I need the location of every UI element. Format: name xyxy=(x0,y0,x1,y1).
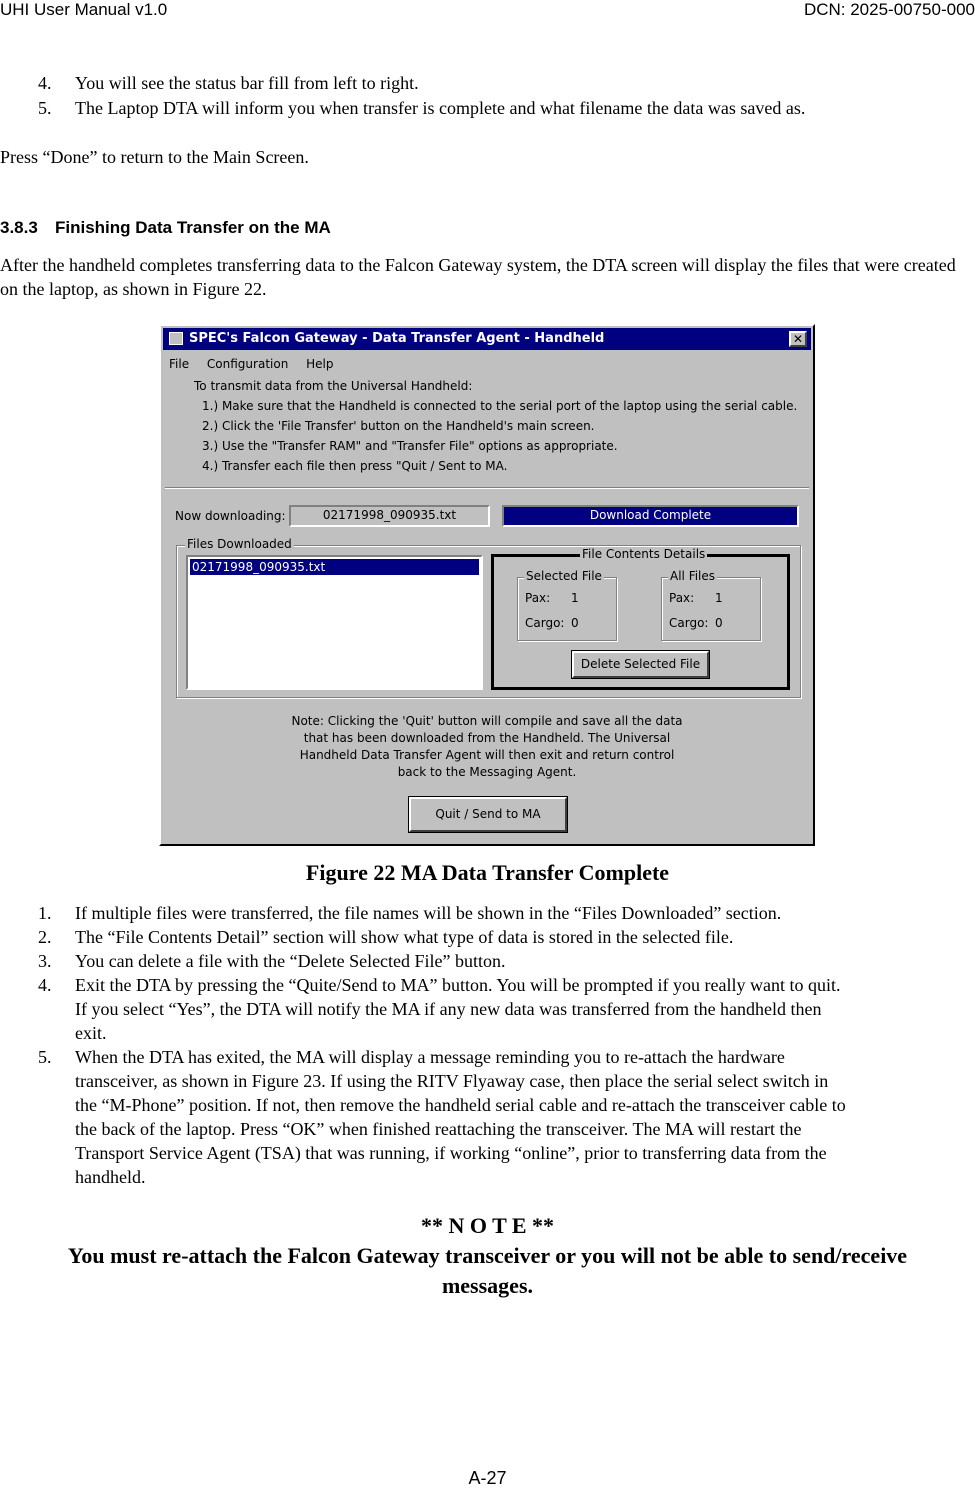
note-line: You must re-attach the Falcon Gateway transceiver or you will not be able to send/receive xyxy=(67,1243,908,1268)
instruction-line: 2.) Click the 'File Transfer' button on the Handheld's main screen. xyxy=(202,419,595,433)
note-title: ** N O T E ** xyxy=(420,1213,555,1238)
list-text: You can delete a file with the “Delete Selected File” button. xyxy=(75,951,506,971)
selected-cargo-value: 0 xyxy=(571,616,579,630)
list-text: Transport Service Agent (TSA) that was running, if working “online”, prior to transferring data from the xyxy=(75,1143,827,1163)
instruction-line: 4.) Transfer each file then press "Quit / Sent to MA. xyxy=(202,459,508,473)
note-line: that has been downloaded from the Handheld. The Universal xyxy=(303,731,671,745)
files-list[interactable] xyxy=(186,555,483,690)
all-files-group xyxy=(661,569,761,641)
section-paragraph: After the handheld completes transferring data to the Falcon Gateway system, the DTA screen will display the files that were created on the laptop, as shown in Figure 22. xyxy=(0,255,956,299)
list-number: 4. xyxy=(38,975,52,995)
close-icon[interactable]: ✕ xyxy=(789,331,807,347)
dta-window-screenshot xyxy=(159,324,815,846)
note-line: Note: Clicking the 'Quit' button will compile and save all the data xyxy=(291,714,683,728)
selected-file-label: Selected File xyxy=(526,569,602,583)
list-text: The Laptop DTA will inform you when transfer is complete and what filename the data was saved as. xyxy=(75,98,806,118)
list-number: 5. xyxy=(38,98,52,118)
quit-send-button[interactable]: Quit / Send to MA xyxy=(409,797,567,832)
menu-configuration[interactable]: Configuration xyxy=(206,357,289,371)
list-text: the back of the laptop. Press “OK” when finished reattaching the transceiver. The MA will restart the xyxy=(75,1119,802,1139)
menu-file[interactable]: File xyxy=(169,357,190,371)
list-text: You will see the status bar fill from left to right. xyxy=(75,73,419,93)
download-status-bar: Download Complete xyxy=(502,505,799,527)
list-text: exit. xyxy=(75,1023,107,1043)
instruction-line: To transmit data from the Universal Handheld: xyxy=(194,379,473,393)
list-text: the “M-Phone” position. If not, then remove the handheld serial cable and re-attach the transceiver cable to xyxy=(75,1095,846,1115)
all-files-label: All Files xyxy=(670,569,716,583)
selected-cargo-label: Cargo: xyxy=(525,616,565,630)
list-text: Exit the DTA by pressing the “Quite/Send to MA” button. You will be prompted if you really want to quit. xyxy=(75,975,841,995)
figure-caption: Figure 22 MA Data Transfer Complete xyxy=(305,860,670,885)
note-line: back to the Messaging Agent. xyxy=(397,765,577,779)
header-manual-title: UHI User Manual v1.0 xyxy=(0,0,168,19)
window-titlebar xyxy=(163,328,811,350)
list-number: 1. xyxy=(38,903,52,923)
list-text: handheld. xyxy=(75,1167,146,1187)
app-icon xyxy=(169,332,183,345)
all-pax-label: Pax: xyxy=(669,591,695,605)
list-text: If you select “Yes”, the DTA will notify the MA if any new data was transferred from the handheld then xyxy=(75,999,822,1019)
note-body xyxy=(0,1241,975,1301)
list-number: 2. xyxy=(38,927,52,947)
page-number: A-27 xyxy=(468,1468,507,1488)
selected-file-group xyxy=(517,569,617,641)
file-contents-label: File Contents Details xyxy=(582,547,706,561)
header-dcn: DCN: 2025-00750-000 xyxy=(803,0,975,19)
instruction-line: 1.) Make sure that the Handheld is connected to the serial port of the laptop using the serial cable. xyxy=(202,399,798,413)
list-text: transceiver, as shown in Figure 23. If using the RITV Flyaway case, then place the serial select switch in xyxy=(75,1071,829,1091)
list-text: When the DTA has exited, the MA will display a message reminding you to re-attach the hardware xyxy=(75,1047,785,1067)
note-line: messages. xyxy=(441,1273,534,1298)
selected-pax-label: Pax: xyxy=(525,591,551,605)
list-number: 5. xyxy=(38,1047,52,1067)
selected-pax-value: 1 xyxy=(571,591,579,605)
all-cargo-value: 0 xyxy=(715,616,723,630)
instruction-line: 3.) Use the "Transfer RAM" and "Transfer File" options as appropriate. xyxy=(202,439,618,453)
menu-help[interactable]: Help xyxy=(306,357,334,371)
files-downloaded-label: Files Downloaded xyxy=(187,537,292,551)
all-pax-value: 1 xyxy=(715,591,723,605)
all-cargo-label: Cargo: xyxy=(669,616,709,630)
list-number: 4. xyxy=(38,73,52,93)
section-title: Finishing Data Transfer on the MA xyxy=(55,218,331,237)
delete-selected-file-button[interactable]: Delete Selected File xyxy=(572,651,709,678)
section-heading xyxy=(0,218,331,238)
list-item[interactable]: 02171998_090935.txt xyxy=(190,559,479,575)
list-number: 3. xyxy=(38,951,52,971)
now-downloading-label: Now downloading: xyxy=(175,509,286,523)
window-title: SPEC's Falcon Gateway - Data Transfer Agent - Handheld xyxy=(189,331,605,346)
now-downloading-field: 02171998_090935.txt xyxy=(289,505,490,527)
list-text: The “File Contents Detail” section will show what type of data is stored in the selected file. xyxy=(75,927,734,947)
menubar xyxy=(169,357,348,371)
divider xyxy=(165,487,809,489)
note-line: Handheld Data Transfer Agent will then exit and return control xyxy=(299,748,675,762)
list-text: If multiple files were transferred, the file names will be shown in the “Files Downloaded” section. xyxy=(75,903,782,923)
press-done-text: Press “Done” to return to the Main Screen. xyxy=(0,147,309,167)
section-number: 3.8.3 xyxy=(0,218,38,237)
